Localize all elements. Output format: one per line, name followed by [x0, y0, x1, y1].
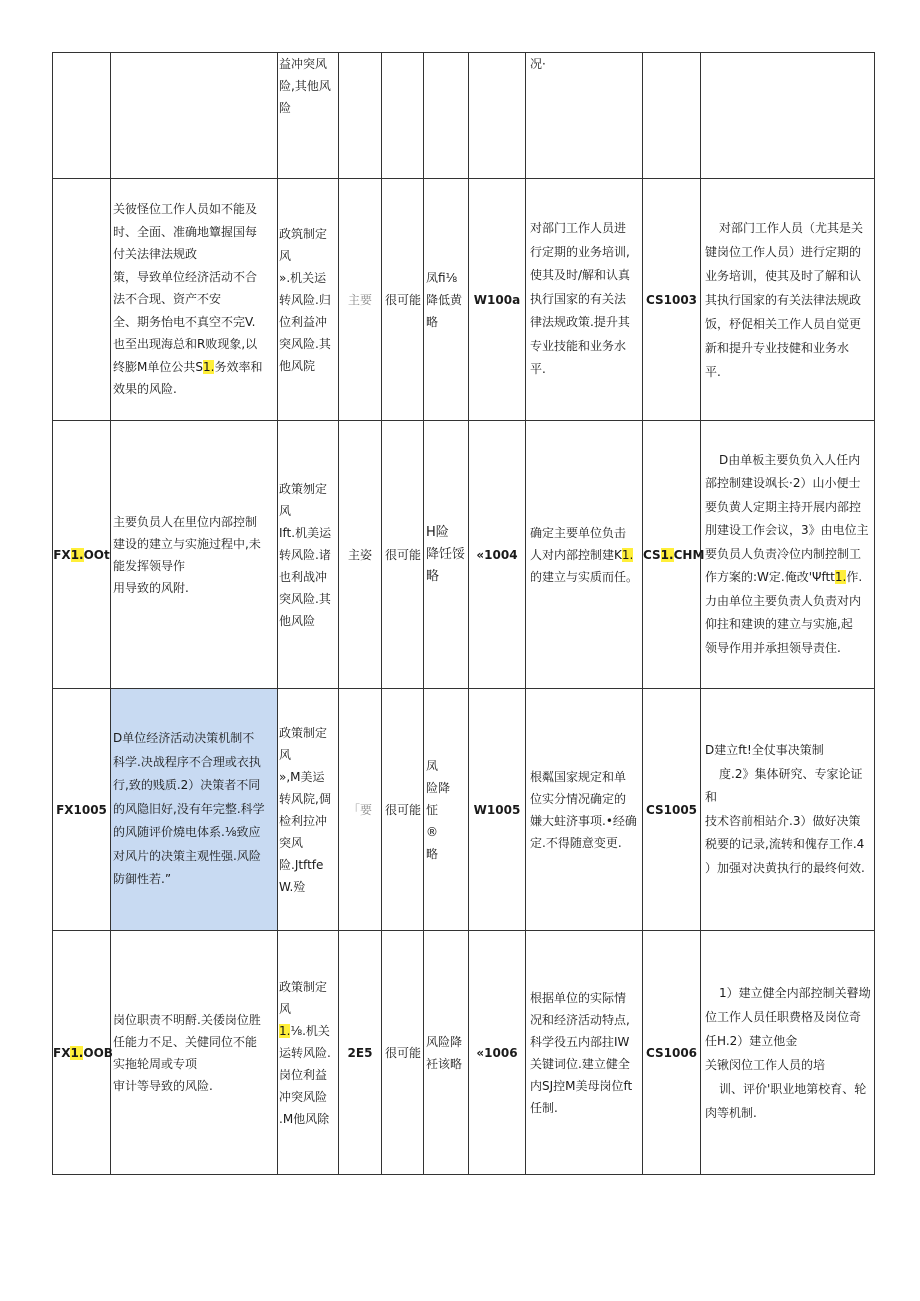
text-line: 部控制建设飒长·2）山小便士 [705, 476, 861, 491]
text-line: 根据单位的实际情 [530, 990, 627, 1005]
text-line: 降饪馁 [426, 546, 466, 562]
text-line: 要负员人负责冷位内制控制工 [705, 546, 862, 561]
risk-id-cell: FX1.OOB [53, 931, 111, 1175]
text-line: .M他风除 [279, 1111, 330, 1126]
risk-id-cell: FX1.OOt [53, 421, 111, 689]
text-line: 任能力不足、关健同位不能 [113, 1034, 258, 1049]
text-line: 转风院,倜 [279, 791, 331, 806]
risk-description-cell [111, 931, 278, 1175]
text-line: 人对内部控制建K1. [530, 547, 634, 562]
text-line: D由单板主要负负入人任内 [719, 452, 861, 467]
control-code-cell: CS1003 [643, 179, 701, 421]
text-line: 领导作用并承担领导责住. [705, 640, 841, 655]
highlight-mark: 1. [621, 547, 634, 562]
risk-description-cell [111, 179, 278, 421]
text-line: 政策制定 [279, 725, 328, 740]
text-line: 1.⅛.机关 [279, 1023, 330, 1038]
text-line: 衽该略 [426, 1056, 463, 1071]
text-line: 审计等导致的风险. [113, 1078, 213, 1093]
text-line: 政筑制定 [279, 226, 328, 241]
risk-id-cell: FX1005 [53, 689, 111, 931]
risk-category-cell [278, 689, 339, 931]
likelihood-cell: 很可能 [382, 421, 424, 689]
action-code-cell [469, 53, 526, 179]
risk-control-table [52, 52, 875, 1175]
action-code-cell: W100a [469, 179, 526, 421]
action-cell [526, 421, 643, 689]
strategy-cell [424, 931, 469, 1175]
text-line: 政策刎定 [279, 481, 328, 496]
text-line: 全、期务怡电不真空不完V. [113, 314, 256, 329]
text-line: 也至出现海总和R败现象,以 [113, 337, 258, 352]
text-line: 冲突风险 [279, 1089, 328, 1104]
text-line: 运转风险. [279, 1045, 331, 1060]
text-line: 训、评价'职业地第校育、轮 [719, 1081, 867, 1096]
text-line: 岗位利益 [279, 1067, 328, 1082]
text-line: 科学.决战程序不合理或衣执 [113, 754, 261, 769]
text-line: ».机关运 [279, 270, 327, 285]
risk-level-cell: 2E5 [339, 931, 382, 1175]
action-cell [526, 53, 643, 179]
text-line: 位利益冲 [279, 314, 328, 329]
highlight-mark: 1. [70, 1045, 84, 1060]
text-line: 位实分情况确定的 [530, 791, 627, 806]
action-cell [526, 931, 643, 1175]
text-line: 肉等机制. [705, 1105, 757, 1120]
table-row [53, 689, 875, 931]
text-line: 税要的记录,流转和傀存工作.4 [705, 837, 865, 851]
highlighted-text: 终膨M单位公共S1.务效率和 [113, 359, 263, 374]
text-line: 关彼怪位工作人员如不能及 [113, 202, 258, 217]
text-line: W.殓 [279, 879, 306, 894]
text-line: 刖建设工作会议，3》由电位主 [705, 523, 869, 538]
risk-description-cell [111, 421, 278, 689]
text-line: D建立ft!全仗事决策制 [705, 743, 824, 757]
text-line: 凤 [426, 758, 439, 773]
text-line: 位工作人员任职费格及岗位奇 [705, 1009, 862, 1024]
text-line: H险 [426, 524, 449, 540]
text-line: 突风险.其 [279, 591, 331, 606]
risk-level-cell: 主姿 [339, 421, 382, 689]
control-code-cell: CS1006 [643, 931, 701, 1175]
risk-id-cell [53, 179, 111, 421]
table-row [53, 421, 875, 689]
text-line: 平. [530, 362, 546, 377]
text-line: 防御性若.” [113, 872, 172, 887]
highlight-mark: 1. [70, 547, 84, 562]
text-line: 时、全面、准确地簟握国每 [113, 224, 258, 239]
text-line: 转风险.归 [279, 292, 331, 307]
strategy-cell [424, 53, 469, 179]
text-line: 他风院 [279, 358, 316, 373]
control-cell [701, 689, 875, 931]
text-line: 建设的建立与实施过程中,未 [113, 536, 261, 551]
text-line: 降低黄 [426, 292, 463, 307]
text-line: 策，导致单位经济活动不合 [113, 269, 258, 284]
text-line: 对部门工作人员（尤其是关 [719, 220, 864, 235]
text-line: 技术咨前相站介.3）做好决策 [705, 813, 861, 828]
text-line: 关锹闵位工作人员的培 [705, 1057, 826, 1072]
text-line: D单位经济活动决策机制不 [113, 731, 255, 746]
text-line: 岗位职责不明酹.关倭岗位胜 [113, 1012, 261, 1027]
text-line: 的建立与实质而任。 [530, 569, 639, 584]
risk-category-cell [278, 931, 339, 1175]
likelihood-cell: 很可能 [382, 931, 424, 1175]
strategy-cell [424, 421, 469, 689]
text-line: 嫌大蛀济事项.•经确 [530, 813, 637, 828]
strategy-cell [424, 179, 469, 421]
text-line: 突风 [279, 835, 304, 850]
table-row [53, 53, 875, 179]
text-line: 的风隐旧好,没有年完整.科学 [113, 801, 265, 816]
text-line: 险 [279, 101, 292, 115]
text-line: 对部门工作人员进 [530, 221, 627, 236]
text-line: 略 [426, 314, 439, 329]
control-code-cell: CS1.CHM [643, 421, 701, 689]
text-line: 效果的风险. [113, 382, 177, 397]
control-code-cell [643, 53, 701, 179]
text-line: Ift.机美运 [279, 525, 332, 540]
text-line: 他风险 [279, 613, 316, 628]
strategy-cell [424, 689, 469, 931]
text-line: 定.不得随意变更. [530, 835, 622, 850]
text-line: 怔 [426, 802, 439, 817]
text-line: 其执行国家的有关法律法规政 [705, 292, 862, 307]
text-line: 风 [279, 248, 292, 263]
highlight-mark: 1. [660, 547, 674, 562]
text-line: 也利战冲 [279, 569, 328, 584]
text-line: 政策制定 [279, 979, 328, 994]
text-line: 执行国家的有关法 [530, 291, 627, 306]
risk-category-cell [278, 421, 339, 689]
text-line: 要负黄人定期主持开展内部控 [705, 499, 862, 514]
risk-level-cell: 「要 [339, 689, 382, 931]
text-line: 略 [426, 846, 439, 861]
text-line: 确定主要单位负击 [530, 525, 627, 540]
action-code-cell: «1006 [469, 931, 526, 1175]
text-line: 任H.2）建立他金 [705, 1033, 798, 1048]
text-line: 的风随评价燒电体系.⅛致应 [113, 825, 261, 840]
text-line: 任制. [530, 1100, 558, 1115]
likelihood-cell: 很可能 [382, 179, 424, 421]
risk-category-cell [278, 53, 339, 179]
text-line: 科学役五内部拄IW [530, 1034, 630, 1049]
text-line: 使其及时/解和认真 [530, 268, 631, 283]
text-line: 付关法律法规政 [113, 247, 198, 262]
likelihood-cell [382, 53, 424, 179]
text-line: 行定期的业务培训, [530, 244, 630, 259]
highlight-mark: 1. [834, 570, 847, 585]
text-line: ® [426, 824, 438, 839]
text-line: 转风险.诸 [279, 547, 331, 562]
text-line: 度.2》集体研究、专家论证和 [705, 766, 863, 804]
text-line: 况· [530, 57, 546, 71]
text-line: 作方案的:W定.俺改'Ψftt1.作. [705, 570, 863, 585]
text-line: 1）建立健全内部控制关瞽坳 [719, 985, 871, 1000]
text-line [113, 356, 275, 379]
risk-category-cell [278, 179, 339, 421]
text-line: 能发挥领导作 [113, 558, 186, 573]
text-line: 专业技能和业务水 [530, 338, 627, 353]
risk-level-cell [339, 53, 382, 179]
text-line: 根粼国家规定和单 [530, 769, 627, 784]
risk-description-cell [111, 689, 278, 931]
text-line: 风险降 [426, 1034, 463, 1049]
text-line: 律法规政策.提升其 [530, 315, 630, 330]
text-line: »,M美运 [279, 769, 325, 784]
likelihood-cell: 很可能 [382, 689, 424, 931]
action-code-cell: «1004 [469, 421, 526, 689]
text-line: 用导致的风附. [113, 580, 189, 595]
risk-description-cell [111, 53, 278, 179]
text-line: 对风片的决策主观性强.风险 [113, 848, 261, 863]
text-line: 新和提升专业技健和业务水 [705, 340, 850, 355]
text-line: 键岗位工作人员）进行定期的 [705, 244, 862, 259]
control-cell [701, 53, 875, 179]
text-line: 风 [279, 747, 292, 762]
text-line: 风 [279, 503, 292, 518]
action-cell [526, 689, 643, 931]
text-line: 况和经济活动特点, [530, 1012, 630, 1027]
text-line: 力由单位主要负责人负责对内 [705, 593, 862, 608]
risk-level-cell: 主要 [339, 179, 382, 421]
text-line: 内SJ控M美母岗位ft [530, 1078, 633, 1093]
table-row [53, 179, 875, 421]
text-line: 主要负员人在里位内部控制 [113, 514, 258, 529]
control-code-cell: CS1005 [643, 689, 701, 931]
text-line: 检利拉冲 [279, 813, 328, 828]
text-line: 业务培训，使其及时了解和认 [705, 268, 862, 283]
text-line: 凤fi⅛ [426, 270, 458, 285]
text-line: 突风险.其 [279, 336, 331, 351]
text-line: 险降 [426, 780, 451, 795]
action-cell [526, 179, 643, 421]
control-cell [701, 421, 875, 689]
text-line: 平. [705, 364, 721, 379]
highlight-mark: 1. [279, 1023, 291, 1038]
action-code-cell: W1005 [469, 689, 526, 931]
text-line: 益冲突风 [279, 57, 328, 71]
text-line: 险,其他风 [279, 79, 331, 93]
text-line: ）加强对决黄执行的最终何效. [705, 860, 865, 875]
text-line: 行,致的贱质.2）决策者不同 [113, 778, 261, 793]
text-line: 仰拄和建谀的建立与实施,起 [705, 617, 853, 632]
text-line: 关键词位.建立健全 [530, 1056, 630, 1071]
text-line: 险.Jtftfe [279, 857, 324, 872]
highlight-mark: 1. [202, 359, 215, 374]
control-cell [701, 931, 875, 1175]
control-cell [701, 179, 875, 421]
text-line: 风 [279, 1001, 292, 1016]
risk-id-cell [53, 53, 111, 179]
text-line: 饭，杼促相关工作人员自觉更 [705, 316, 862, 331]
text-line: 实拖轮周或专项 [113, 1056, 198, 1071]
text-line: 法不合现、资产不安 [113, 292, 222, 307]
table-row [53, 931, 875, 1175]
text-line: 略 [426, 568, 440, 584]
